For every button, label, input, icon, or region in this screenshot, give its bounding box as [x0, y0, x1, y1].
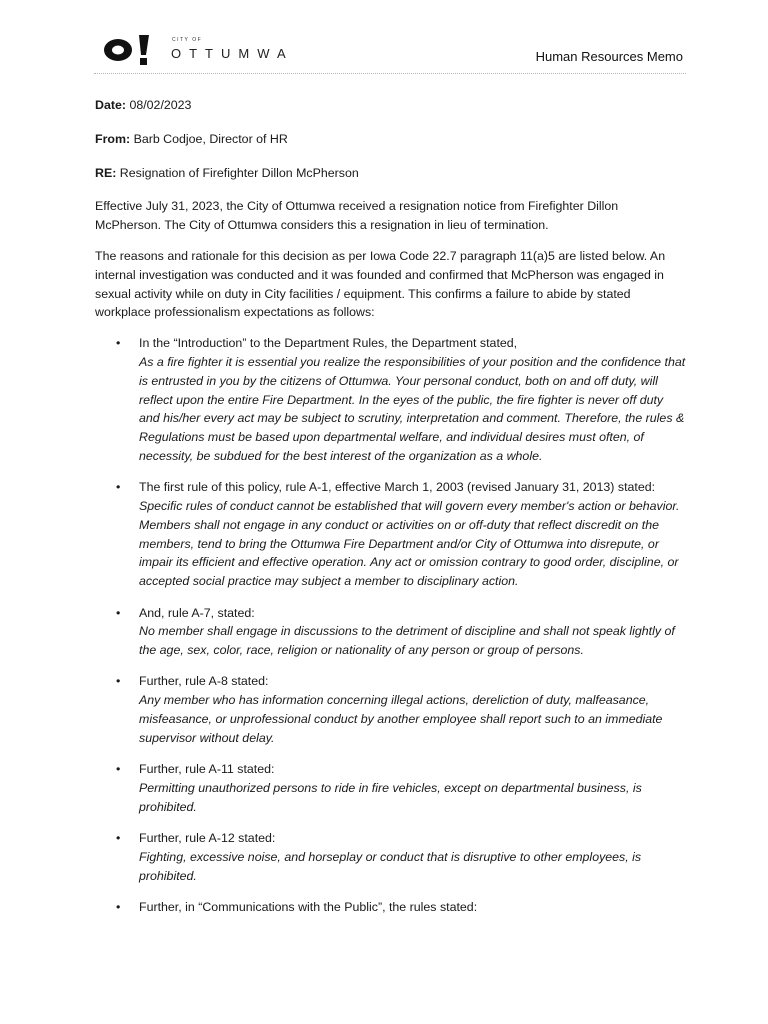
list-item	[95, 760, 687, 816]
re-line	[95, 164, 687, 183]
from-value: Barb Codjoe, Director of HR	[133, 131, 288, 146]
rule-quote: Any member who has information concerning illegal actions, dereliction of duty, malfeasance, misfeasance, or unprofessional conduct by another employee shall report such to an immediate supervisor without delay.	[139, 693, 663, 745]
list-item	[95, 829, 687, 885]
memo-body	[95, 96, 687, 929]
from-line	[95, 130, 687, 149]
memo-title: Human Resources Memo	[535, 49, 683, 64]
bullet-intro: The first rule of this policy, rule A-1, effective March 1, 2003 (revised January 31, 2013) stated:	[139, 480, 656, 495]
re-label: RE:	[95, 165, 117, 180]
bullet-intro: Further, rule A-11 stated:	[139, 762, 275, 777]
list-item	[95, 672, 687, 747]
bullet-icon: •	[116, 899, 121, 914]
date-label: Date:	[95, 98, 126, 112]
date-value: 08/02/2023	[129, 98, 192, 112]
list-item	[95, 478, 687, 591]
bullet-icon: •	[116, 831, 121, 845]
rules-list	[95, 334, 687, 917]
rule-quote: Fighting, excessive noise, and horseplay or conduct that is disruptive to other employees, is prohibited.	[139, 849, 642, 883]
bullet-icon: •	[116, 336, 121, 351]
header-divider	[94, 73, 686, 74]
list-item	[95, 604, 687, 660]
city-name: OTTUMWA	[171, 46, 294, 61]
paragraph: Effective July 31, 2023, the City of Ottumwa received a resignation notice from Firefighter Dillon McPherson. The City of Ottumwa considers this a resignation in lieu of termination.	[95, 199, 619, 233]
memo-header	[0, 0, 768, 80]
bullet-icon: •	[116, 674, 121, 689]
rule-quote: No member shall engage in discussions to the detriment of discipline and shall not speak lightly of the age, sex, color, race, religion or nationality of any person or group of persons.	[139, 624, 675, 658]
list-item	[95, 334, 687, 466]
list-item	[95, 898, 687, 917]
rule-quote: Permitting unauthorized persons to ride in fire vehicles, except on departmental business, is prohibited.	[139, 780, 642, 814]
rule-quote: As a fire fighter it is essential you realize the responsibilities of your position and the confidence that is entrusted in you by the citizens of Ottumwa. Your personal conduct, both on and off duty, will reflect upon the entire Fire Department. In the eyes of the public, the fire fighter is never off duty and his/her every act may be subject to scrutiny, interpretation and comment. Therefore, the rules & Regulations must be based upon departmental welfare, and individual desires must often, of necessity, be subdued for the best interest of the organization as a whole.	[139, 354, 686, 463]
bullet-intro: Further, in “Communications with the Public”, the rules stated:	[139, 899, 478, 914]
bullet-intro: And, rule A-7, stated:	[139, 605, 255, 620]
bullet-icon: •	[116, 480, 121, 495]
city-of-label: CITY OF	[172, 37, 203, 43]
from-label: From:	[95, 131, 131, 146]
re-value: Resignation of Firefighter Dillon McPherson	[119, 165, 359, 180]
bullet-icon: •	[116, 762, 121, 777]
bullet-intro: Further, rule A-12 stated:	[139, 831, 276, 845]
city-of-ottumwa-logo-icon	[103, 34, 159, 66]
bullet-intro: In the “Introduction” to the Department Rules, the Department stated,	[139, 336, 518, 351]
paragraph: The reasons and rationale for this decision as per Iowa Code 22.7 paragraph 11(a)5 are listed below. An internal investigation was conducted and it was founded and confirmed that McPherson was engaged in sexual activity while on duty in City facilities / equipment. This confirms a failure to abide by stated workplace professionalism expectations as follows:	[95, 248, 666, 320]
bullet-intro: Further, rule A-8 stated:	[139, 674, 269, 689]
rule-quote: Specific rules of conduct cannot be established that will govern every member's action or behavior. Members shall not engage in any conduct or activities on or off-duty that reflect discredit on the members, tend to bring the Ottumwa Fire Department and/or City of Ottumwa into disrepute, or impair its efficient and effective operation. Any act or omission contrary to good order, discipline, or accepted social practice may subject a member to disciplinary action.	[139, 499, 680, 589]
date-line	[95, 96, 687, 115]
bullet-icon: •	[116, 605, 121, 620]
